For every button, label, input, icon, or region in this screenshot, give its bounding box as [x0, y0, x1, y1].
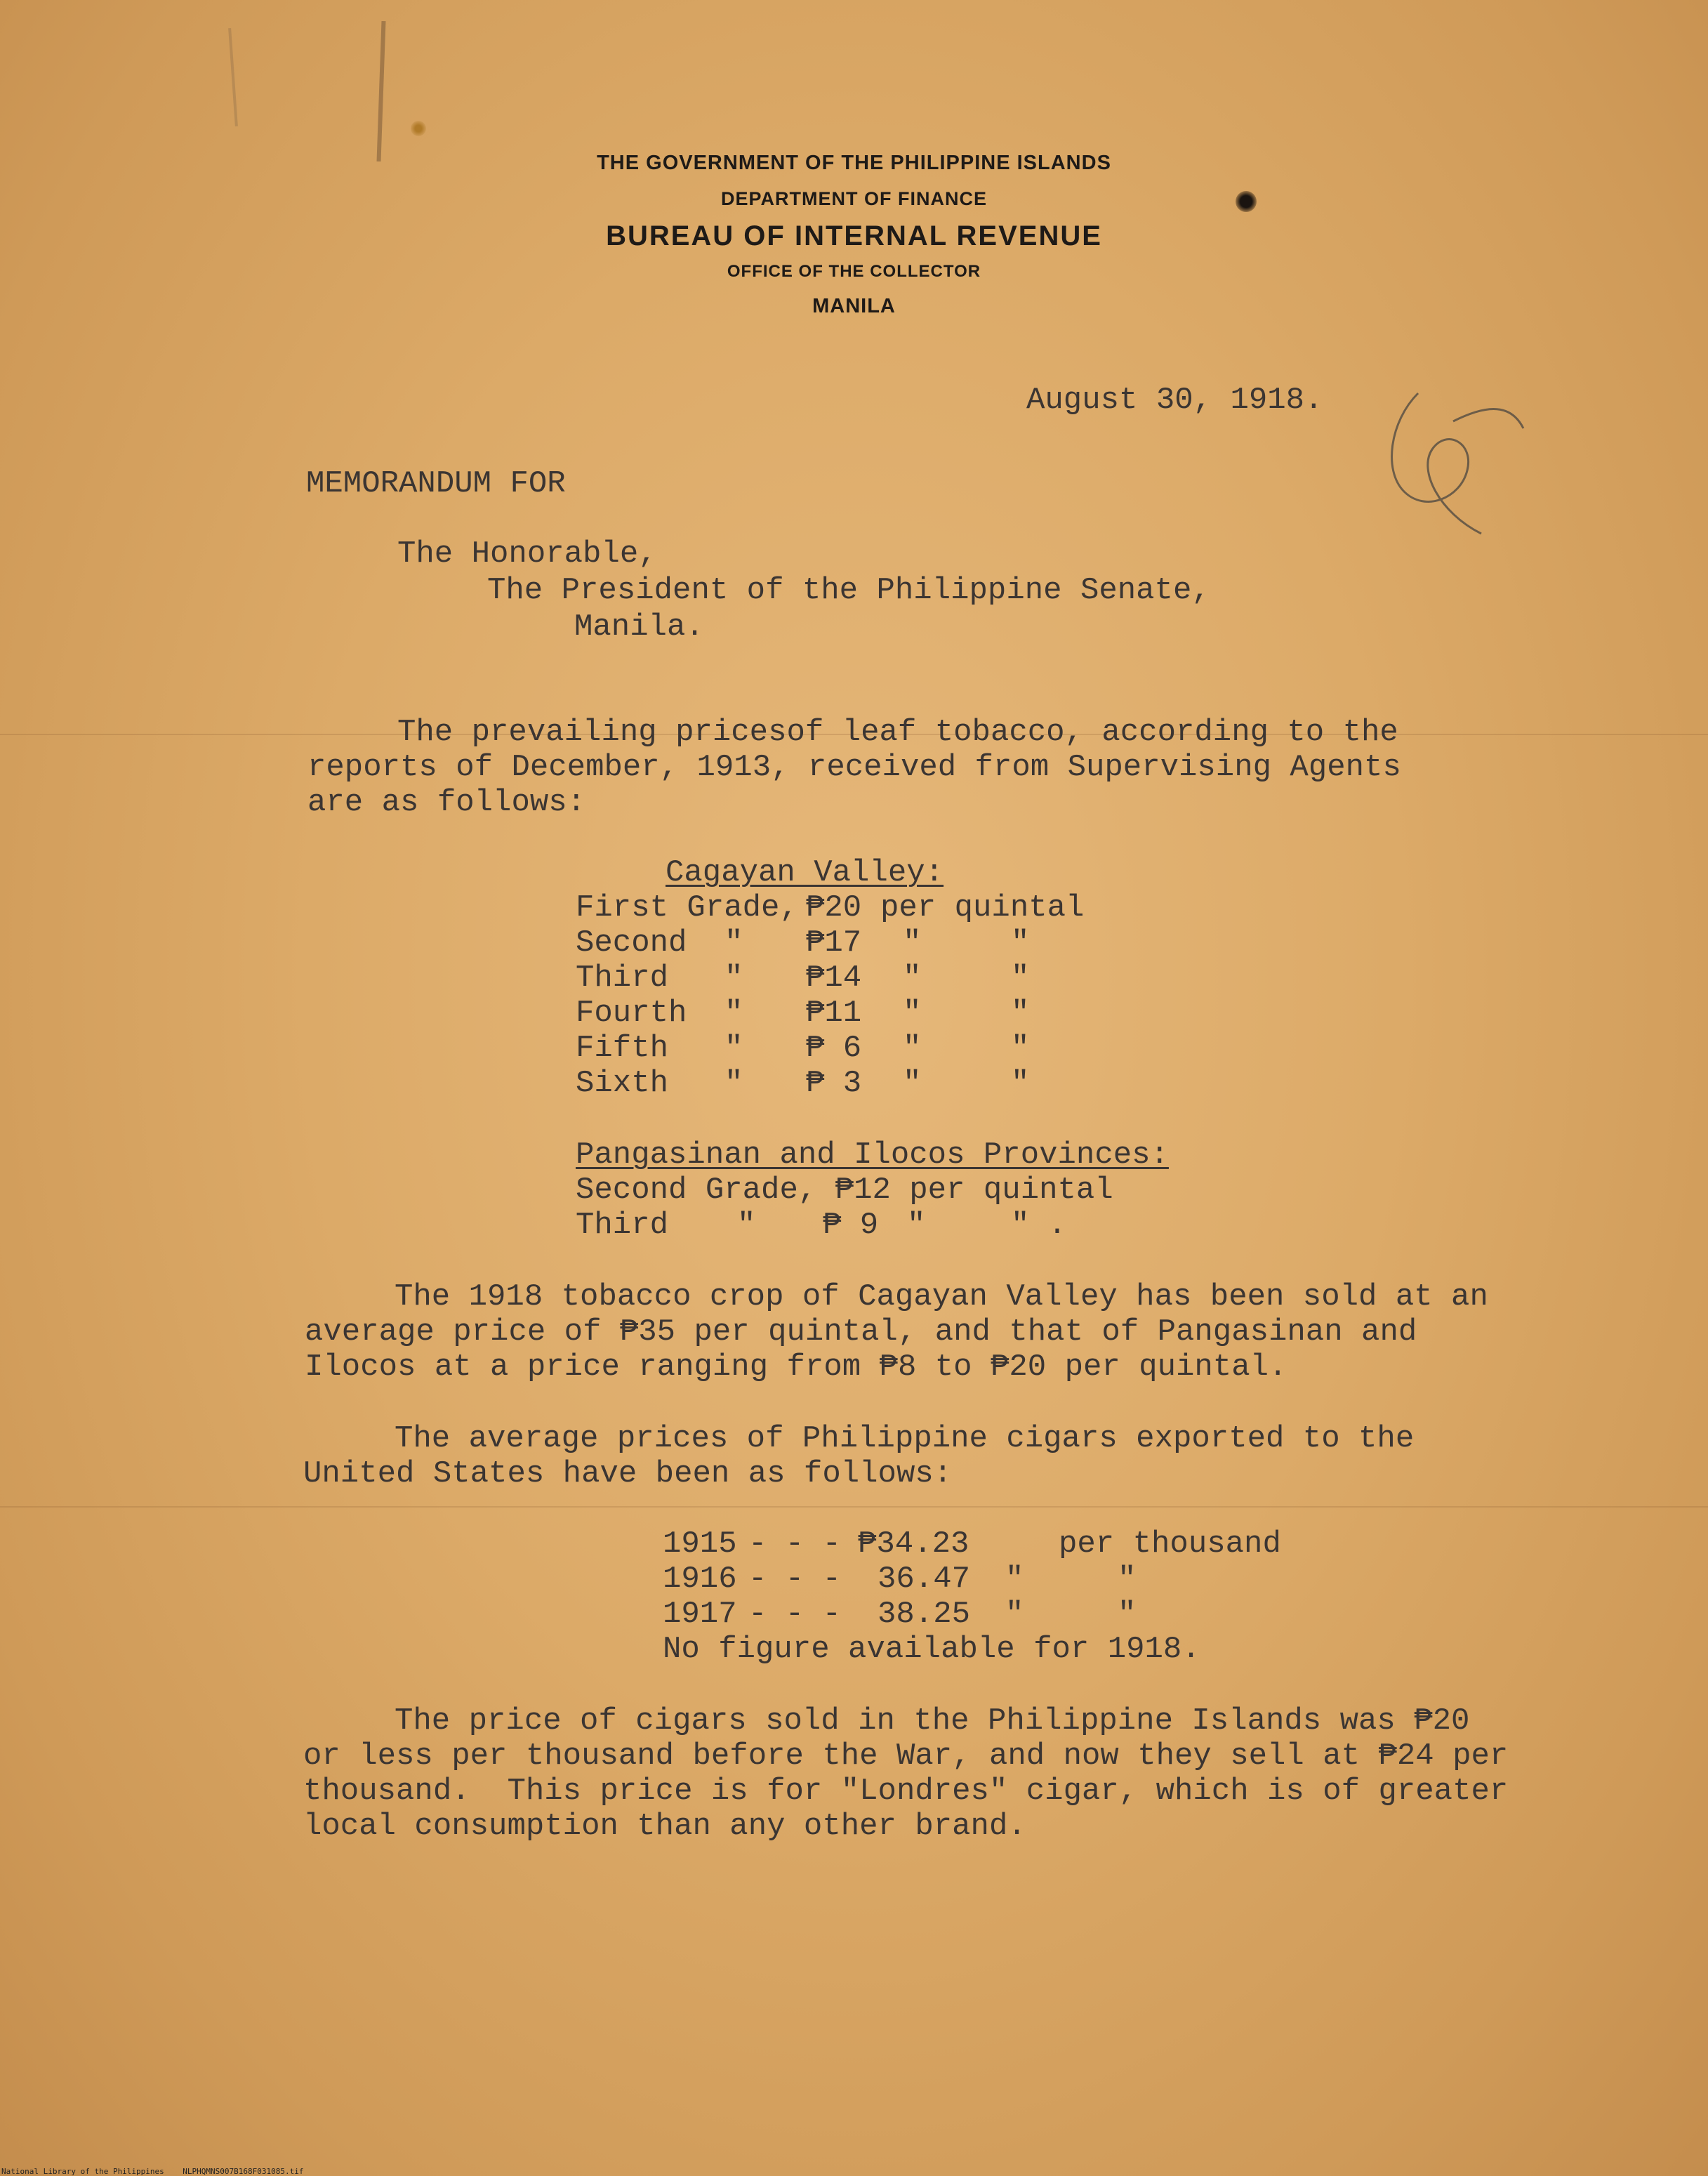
pangasinan-row: Second Grade, ₱12 per quintal — [576, 1173, 1113, 1208]
paragraph-line: reports of December, 1913, received from Supervising Agents — [307, 750, 1401, 785]
export-ditto: " — [1118, 1562, 1137, 1597]
paragraph-line: United States have been as follows: — [303, 1456, 953, 1491]
stain-spot — [411, 121, 426, 136]
paragraph-line: average price of ₱35 per quintal, and that of Pangasinan and — [305, 1314, 1417, 1350]
pangasinan-ditto: " . — [1011, 1208, 1067, 1243]
export-year: 1915 — [663, 1527, 737, 1562]
letterhead-city: MANILA — [812, 295, 896, 317]
letterhead-bureau: BUREAU OF INTERNAL REVENUE — [606, 220, 1102, 251]
cagayan-ditto: " — [1011, 996, 1030, 1031]
export-dashes: - - - — [748, 1527, 842, 1562]
archive-footer: National Library of the Philippines NLPHQMNS007B168F031085.tif — [1, 2167, 304, 2176]
cagayan-price: ₱ 3 — [806, 1066, 862, 1101]
memo-date: August 30, 1918. — [1026, 383, 1323, 418]
cagayan-ditto: " — [903, 1066, 922, 1101]
export-year: 1916 — [663, 1562, 737, 1597]
export-ditto: " — [1005, 1562, 1024, 1597]
cagayan-grade: Third — [576, 961, 669, 996]
cagayan-grade: Sixth — [576, 1066, 669, 1101]
export-note: No figure available for 1918. — [663, 1632, 1200, 1667]
cagayan-ditto: " — [1011, 1031, 1030, 1066]
paragraph-line: or less per thousand before the War, and now they sell at ₱24 per — [303, 1739, 1509, 1774]
paragraph-line: local consumption than any other brand. — [303, 1809, 1026, 1844]
export-ditto: " — [1118, 1597, 1137, 1632]
export-price: ₱34.23 — [858, 1527, 969, 1562]
cagayan-ditto: " — [1011, 925, 1030, 961]
address-line: Manila. — [574, 609, 704, 645]
export-dashes: - - - — [748, 1597, 842, 1632]
cagayan-grade: Second — [576, 925, 687, 961]
letterhead-office: OFFICE OF THE COLLECTOR — [727, 262, 981, 281]
cagayan-ditto: " — [1011, 961, 1030, 996]
cagayan-ditto: " — [724, 925, 743, 961]
pangasinan-ditto: " — [907, 1208, 926, 1243]
cagayan-price: ₱ 6 — [806, 1031, 862, 1066]
letterhead-department: DEPARTMENT OF FINANCE — [721, 188, 987, 209]
export-price: 38.25 — [878, 1597, 971, 1632]
export-ditto: " — [1005, 1597, 1024, 1632]
paragraph-line: The 1918 tobacco crop of Cagayan Valley has been sold at an — [395, 1279, 1488, 1314]
letterhead-government: THE GOVERNMENT OF THE PHILIPPINE ISLANDS — [597, 152, 1111, 174]
export-year: 1917 — [663, 1597, 737, 1632]
pangasinan-grade: Third — [576, 1208, 669, 1243]
paragraph-line: The prevailing pricesof leaf tobacco, according to the — [397, 715, 1398, 750]
pangasinan-price: ₱ 9 — [823, 1208, 879, 1243]
pangasinan-ditto: " — [737, 1208, 756, 1243]
address-line: The President of the Philippine Senate, — [487, 573, 1210, 608]
paper-fold — [0, 1506, 1708, 1508]
pangasinan-heading: Pangasinan and Ilocos Provinces: — [576, 1138, 1169, 1173]
export-unit: per thousand — [1059, 1527, 1281, 1562]
staple-mark — [228, 28, 238, 126]
cagayan-grade: Fifth — [576, 1031, 669, 1066]
cagayan-grade: First Grade, — [576, 890, 798, 925]
cagayan-price: ₱20 — [806, 890, 862, 925]
cagayan-price: ₱14 — [806, 961, 862, 996]
export-dashes: - - - — [748, 1562, 842, 1597]
cagayan-ditto: " — [724, 1031, 743, 1066]
paragraph-line: thousand. This price is for "Londres" cigar, which is of greater — [303, 1774, 1509, 1809]
cagayan-ditto: " — [903, 925, 922, 961]
cagayan-ditto: " — [724, 1066, 743, 1101]
export-price: 36.47 — [878, 1562, 971, 1597]
paragraph-line: The average prices of Philippine cigars exported to the — [395, 1421, 1415, 1456]
cagayan-grade: Fourth — [576, 996, 687, 1031]
handwritten-mark — [1376, 379, 1530, 548]
cagayan-price: ₱11 — [806, 996, 862, 1031]
cagayan-ditto: " — [1011, 1066, 1030, 1101]
staple-mark — [377, 21, 386, 161]
memo-heading: MEMORANDUM FOR — [306, 466, 566, 501]
paragraph-line: The price of cigars sold in the Philippine Islands was ₱20 — [395, 1703, 1470, 1739]
cagayan-ditto: " — [903, 996, 922, 1031]
cagayan-ditto: " — [903, 1031, 922, 1066]
cagayan-unit: per quintal — [880, 890, 1085, 925]
cagayan-ditto: " — [903, 961, 922, 996]
cagayan-ditto: " — [724, 961, 743, 996]
paragraph-line: Ilocos at a price ranging from ₱8 to ₱20 per quintal. — [305, 1350, 1287, 1385]
address-line: The Honorable, — [397, 536, 657, 572]
cagayan-price: ₱17 — [806, 925, 862, 961]
cagayan-ditto: " — [724, 996, 743, 1031]
cagayan-heading: Cagayan Valley: — [666, 855, 944, 890]
paragraph-line: are as follows: — [307, 785, 586, 820]
